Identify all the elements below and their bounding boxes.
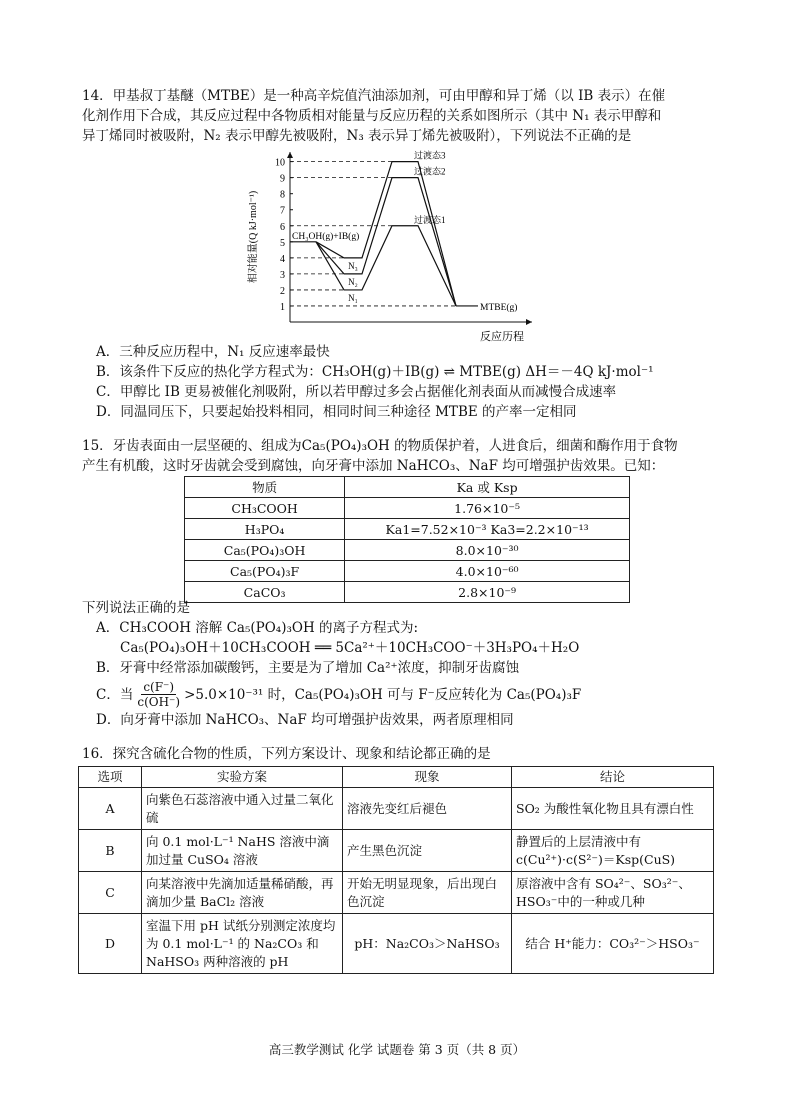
table-cell: D (79, 914, 142, 974)
q15-option-d: D．向牙膏中添加 NaHCO₃、NaF 均可增强护齿效果，两者原理相同 (96, 712, 514, 728)
chart-marks (290, 150, 517, 313)
table-cell: 结合 H⁺能力：CO₃²⁻＞HSO₃⁻ (512, 914, 714, 974)
table-cell: 向紫色石蕊溶液中通入过量二氧化硫 (142, 788, 343, 830)
table-cell: SO₂ 为酸性氧化物且具有漂白性 (512, 788, 714, 830)
y-tick-label: 6 (280, 221, 285, 233)
table-cell: 静置后的上层清液中有 c(Cu²⁺)·c(S²⁻)＝Ksp(CuS) (512, 830, 714, 872)
x-axis-label: 反应历程 (480, 331, 524, 343)
y-axis-label: 相对能量(Q kJ·mol⁻¹) (248, 190, 259, 284)
q14-option-b: B．该条件下反应的热化学方程式为：CH₃OH(g)＋IB(g) ⇌ MTBE(g) ΔH＝－4Q kJ·mol⁻¹ (96, 364, 654, 380)
q15-stem-line2: 产生有机酸，这时牙齿就会受到腐蚀，向牙膏中添加 NaHCO₃、NaF 均可增强护齿效果。已知： (82, 458, 665, 474)
table-row (79, 914, 714, 974)
product-label: MTBE(g) (480, 302, 518, 313)
q15-option-a-equation: Ca₅(PO₄)₃OH＋10CH₃COOH ══ 5Ca²⁺＋10CH₃COO⁻＋3H₃PO₄＋H₂O (120, 640, 580, 656)
y-axis-arrow (287, 152, 293, 158)
q14-stem (82, 86, 722, 146)
table-row (79, 830, 714, 872)
y-tick-label: 2 (280, 285, 285, 297)
q14-option-c: C．甲醇比 IB 更易被催化剂吸附，所以若甲醇过多会占据催化剂表面从而减慢合成速率 (96, 384, 617, 400)
q15-option-c-prefix: C．当 (96, 686, 134, 703)
q15-stem (82, 436, 722, 476)
q16-stem: 16．探究含硫化合物的性质，下列方案设计、现象和结论都正确的是 (82, 746, 491, 762)
table-cell: CH₃COOH (185, 498, 345, 519)
q15-option-c (96, 680, 726, 709)
q14-stem-line2: 化剂作用下合成，其反应过程中各物质相对能量与反应历程的关系如图所示（其中 N₁ 表示甲醇和 (82, 108, 662, 124)
q15-constants-table (184, 476, 630, 603)
table-row (185, 498, 630, 519)
table-cell: 向 0.1 mol·L⁻¹ NaHS 溶液中滴加过量 CuSO₄ 溶液 (142, 830, 343, 872)
table-cell: 1.76×10⁻⁵ (345, 498, 630, 519)
table-cell: B (79, 830, 142, 872)
table-header-row (185, 477, 630, 498)
table-row (79, 872, 714, 914)
fraction-denominator: c(OH⁻) (137, 695, 181, 709)
q15-option-b: B．牙膏中经常添加碳酸钙，主要是为了增加 Ca²⁺浓度，抑制牙齿腐蚀 (96, 660, 520, 676)
table-cell: 室温下用 pH 试纸分别测定浓度均为 0.1 mol·L⁻¹ 的 Na₂CO₃ 和 NaHSO₃ 两种溶液的 pH (142, 914, 343, 974)
table-cell: CaCO₃ (185, 582, 345, 603)
table-cell: 原溶液中含有 SO₄²⁻、SO₃²⁻、HSO₃⁻中的一种或几种 (512, 872, 714, 914)
page-footer: 高三教学测试 化学 试题卷 第 3 页（共 8 页） (268, 1042, 526, 1057)
y-tick-label: 8 (280, 189, 285, 201)
table-header-cell: 实验方案 (142, 767, 343, 788)
x-axis-arrow (526, 319, 532, 325)
q15-option-c-suffix: >5.0×10⁻³¹ 时，Ca₅(PO₄)₃OH 可与 F⁻反应转化为 Ca₅(PO₄)₃F (184, 686, 582, 703)
transition-state-label: 过渡态1 (414, 214, 446, 225)
table-header-cell: 物质 (185, 477, 345, 498)
y-tick-label: 10 (275, 157, 285, 169)
q14-option-d: D．同温同压下，只要起始投料相同，相同时间三种途径 MTBE 的产率一定相同 (96, 404, 577, 420)
table-cell: 向某溶液中先滴加适量稀硝酸，再滴加少量 BaCl₂ 溶液 (142, 872, 343, 914)
table-cell: 4.0×10⁻⁶⁰ (345, 561, 630, 582)
table-cell: 开始无明显现象，后出现白色沉淀 (343, 872, 512, 914)
q15-stem-line1: 15．牙齿表面由一层坚硬的、组成为Ca₅(PO₄)₃OH 的物质保护着，人进食后，细菌和酶作用于食物 (82, 438, 678, 454)
q15-option-a: A．CH₃COOH 溶解 Ca₅(PO₄)₃OH 的离子方程式为: (96, 620, 419, 636)
table-cell: 2.8×10⁻⁹ (345, 582, 630, 603)
intermediate-label: N₃ (348, 260, 358, 271)
q15-lead: 下列说法正确的是 (82, 600, 190, 616)
y-tick-label: 1 (280, 301, 285, 313)
table-cell: Ca₅(PO₄)₃OH (185, 540, 345, 561)
table-header-cell: 现象 (343, 767, 512, 788)
table-cell: 8.0×10⁻³⁰ (345, 540, 630, 561)
y-tick-label: 7 (280, 205, 285, 217)
y-tick-label: 4 (280, 253, 285, 265)
q16-experiment-table (78, 766, 714, 974)
q14-option-a: A．三种反应历程中，N₁ 反应速率最快 (96, 344, 330, 360)
table-cell: C (79, 872, 142, 914)
q14-stem-line1: 14．甲基叔丁基醚（MTBE）是一种高辛烷值汽油添加剂，可由甲醇和异丁烯（以 IB 表示）在催 (82, 88, 666, 104)
chart-axes (246, 152, 532, 343)
y-tick-label: 9 (280, 173, 285, 185)
y-tick-label: 5 (280, 237, 285, 249)
table-cell: 产生黑色沉淀 (343, 830, 512, 872)
table-row (79, 788, 714, 830)
table-row (185, 540, 630, 561)
table-cell: Ca₅(PO₄)₃F (185, 561, 345, 582)
table-row (185, 561, 630, 582)
transition-state-label: 过渡态3 (414, 150, 446, 161)
table-header-cell: 结论 (512, 767, 714, 788)
table-cell: A (79, 788, 142, 830)
reactant-label: CH₃OH(g)+IB(g) (292, 231, 360, 242)
table-cell: H₃PO₄ (185, 519, 345, 540)
fraction-numerator: c(F⁻) (143, 680, 175, 694)
q14-stem-line3: 异丁烯同时被吸附，N₂ 表示甲醇先被吸附，N₃ 表示异丁烯先被吸附），下列说法不正确的是 (82, 128, 632, 144)
table-row (185, 519, 630, 540)
intermediate-label: N₂ (348, 276, 358, 287)
table-header-cell: Ka 或 Ksp (345, 477, 630, 498)
y-tick-label: 3 (280, 269, 285, 281)
transition-state-label: 过渡态2 (414, 166, 446, 177)
intermediate-label: N₁ (348, 292, 358, 303)
table-header-cell: 选项 (79, 767, 142, 788)
q15-option-c-fraction (135, 680, 182, 709)
table-cell: pH：Na₂CO₃＞NaHSO₃ (343, 914, 512, 974)
table-cell: Ka1=7.52×10⁻³ Ka3=2.2×10⁻¹³ (345, 519, 630, 540)
table-cell: 溶液先变红后褪色 (343, 788, 512, 830)
table-header-row (79, 767, 714, 788)
energy-diagram (232, 146, 552, 346)
